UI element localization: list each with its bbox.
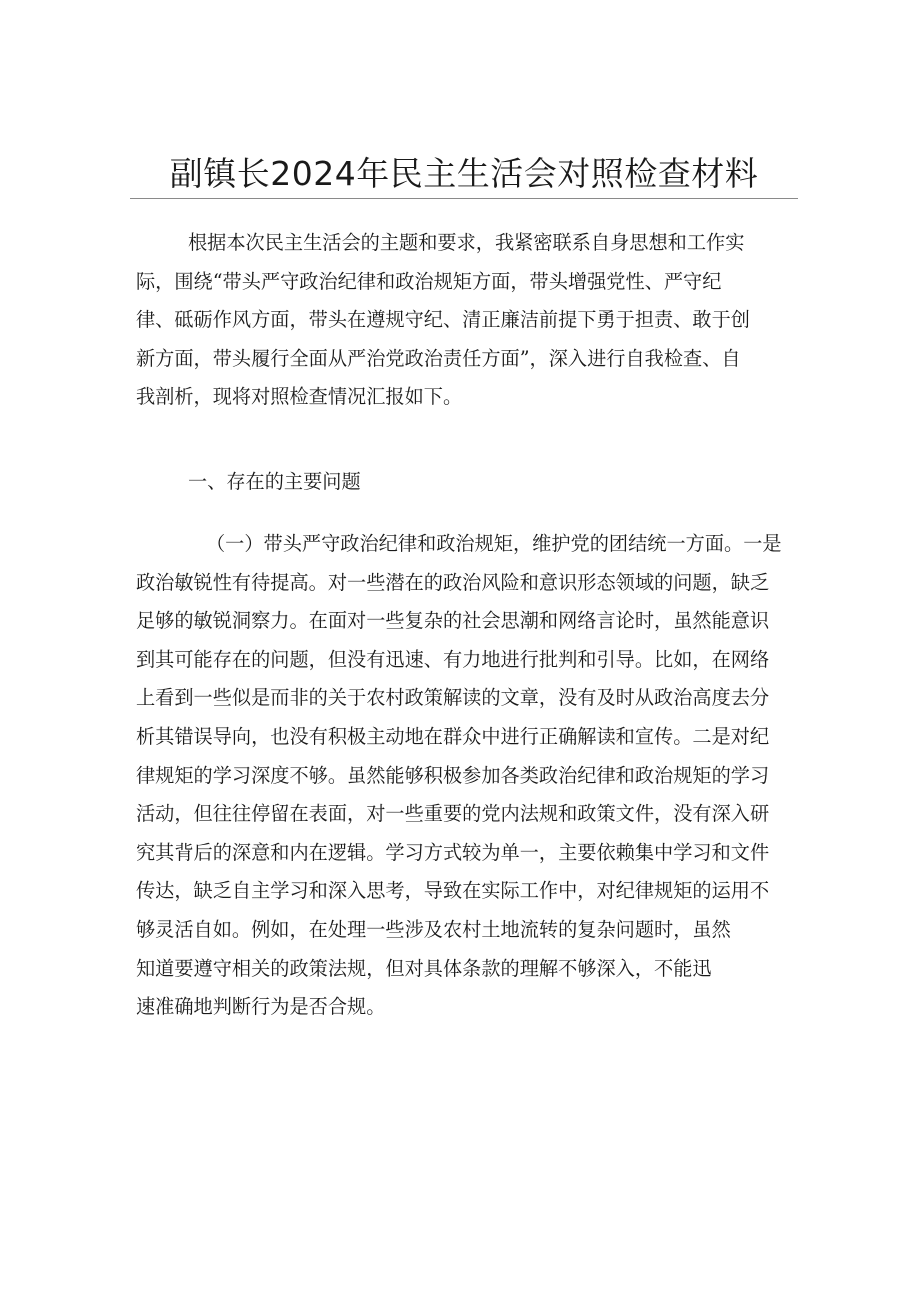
title-underline	[130, 198, 798, 199]
section-paragraph	[136, 525, 796, 1027]
intro-line: 我剖析，现将对照检查情况汇报如下。	[136, 385, 463, 409]
paragraph-line: 速准确地判断行为是否合规。	[136, 995, 386, 1019]
intro-line: 际，围绕“带头严守政治纪律和政治规矩方面，带头增强党性、严守纪	[136, 269, 722, 293]
paragraph-line: （一）带头严守政治纪律和政治规矩，维护党的团结统一方面。一是	[206, 532, 782, 555]
intro-paragraph	[136, 224, 796, 417]
paragraph-line: 知道要遵守相关的政策法规，但对具体条款的理解不够深入，不能迅	[136, 956, 712, 980]
paragraph-line: 够灵活自如。例如，在处理一些涉及农村土地流转的复杂问题时，虽然	[136, 917, 731, 941]
intro-line: 律、砥砺作风方面，带头在遵规守纪、清正廉洁前提下勇于担责、敢于创	[136, 308, 750, 332]
paragraph-line: 究其背后的深意和内在逻辑。学习方式较为单一，主要依赖集中学习和文件	[136, 840, 770, 864]
paragraph-line: 到其可能存在的问题，但没有迅速、有力地进行批判和引导。比如，在网络	[136, 647, 770, 671]
document-title: 副镇长2024年民主生活会对照检查材料	[169, 154, 759, 193]
section-heading	[136, 463, 796, 502]
paragraph-line: 上看到一些似是而非的关于农村政策解读的文章，没有及时从政治高度去分	[136, 686, 770, 710]
paragraph-line: 传达，缺乏自主学习和深入思考，导致在实际工作中，对纪律规矩的运用不	[136, 879, 770, 903]
paragraph-line: 析其错误导向，也没有积极主动地在群众中进行正确解读和宣传。二是对纪	[136, 724, 770, 748]
intro-line: 新方面，带头履行全面从严治党政治责任方面”，深入进行自我检查、自	[136, 346, 741, 370]
paragraph-line: 律规矩的学习深度不够。虽然能够积极参加各类政治纪律和政治规矩的学习	[136, 763, 770, 787]
paragraph-line: 政治敏锐性有待提高。对一些潜在的政治风险和意识形态领域的问题，缺乏	[136, 570, 770, 594]
paragraph-line: 足够的敏锐洞察力。在面对一些复杂的社会思潮和网络言论时，虽然能意识	[136, 609, 770, 633]
paragraph-line: 活动，但往往停留在表面，对一些重要的党内法规和政策文件，没有深入研	[136, 802, 770, 826]
section-heading-text: 一、存在的主要问题	[188, 470, 361, 493]
intro-line: 根据本次民主生活会的主题和要求，我紧密联系自身思想和工作实	[188, 231, 745, 254]
